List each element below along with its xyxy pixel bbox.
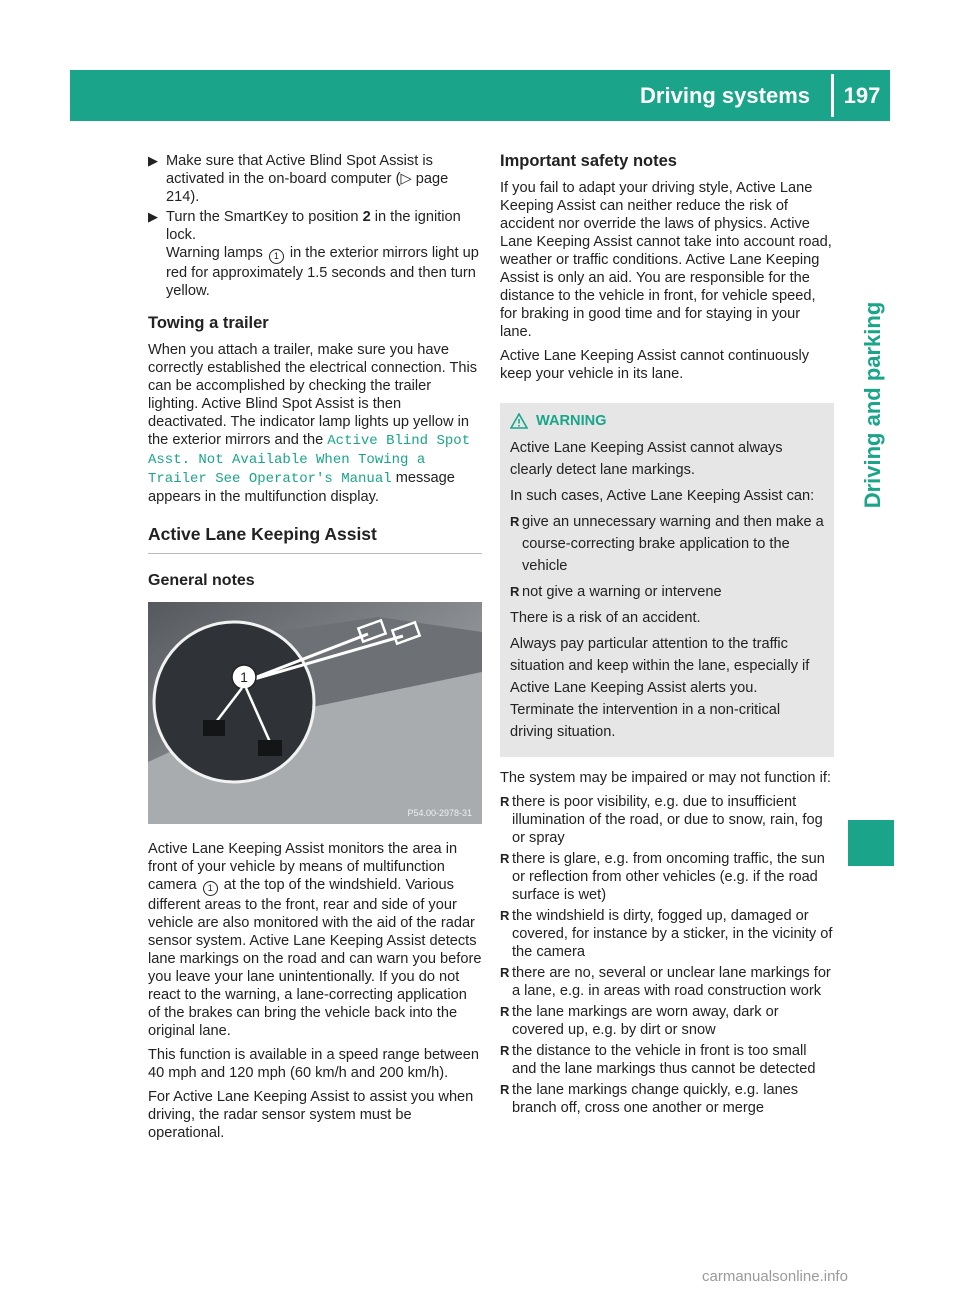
instruction-step: ▶ Turn the SmartKey to position 2 in the ignition lock. Warning lamps 1 in the exterior mirrors light up red for approximately 1.5 seconds and then turn yellow. xyxy=(148,209,479,299)
section-heading-lane-keeping: Active Lane Keeping Assist xyxy=(148,524,482,554)
chapter-title: Driving systems xyxy=(640,83,810,108)
watermark-footer: carmanualsonline.info xyxy=(702,1268,848,1285)
figure-code: P54.00-2978-31 xyxy=(407,808,472,818)
body-paragraph: This function is available in a speed range between 40 mph and 120 mph (60 km/h and 200 km/h). xyxy=(148,1047,480,1081)
body-paragraph: The system may be impaired or may not function if: xyxy=(500,770,831,786)
list-item: R the distance to the vehicle in front is too small and the lane markings thus cannot be detected xyxy=(500,1043,816,1077)
body-paragraph: Active Lane Keeping Assist monitors the area in front of your vehicle by means of multifunction camera 1 at the top of the windshield. Various different areas to the front, rear and side of your vehicle are also monitored with the aid of the radar sensor system. Active Lane Keeping Assist detects lane markings on the road and can warn you before you leave your lane unintentionally. If you do not react to the warning, a lane-correcting application of the brakes can bring the vehicle back into the original lane. xyxy=(148,841,482,1039)
warning-text: Always pay particular attention to the traffic situation and keep within the lane, especially if Active Lane Keeping Assist alerts you. Terminate the intervention in a non-critical driving situation. xyxy=(510,636,810,740)
warning-box xyxy=(500,403,834,757)
right-column xyxy=(500,152,834,1120)
warning-triangle-icon xyxy=(510,413,528,429)
list-item: R the lane markings are worn away, dark or covered up, e.g. by dirt or snow xyxy=(500,1004,779,1038)
figure-callout-1: 1 xyxy=(240,669,248,685)
page-ref-icon: ▷ xyxy=(400,171,412,187)
list-item: R there is poor visibility, e.g. due to insufficient illumination of the road, or due to snow, rain, fog or spray xyxy=(500,794,823,846)
page-number: 197 xyxy=(843,83,881,108)
marker-1-icon: 1 xyxy=(203,881,218,896)
side-marker xyxy=(848,820,894,866)
towing-paragraph: When you attach a trailer, make sure you have correctly established the electrical connection. This can be accomplished by checking the trailer lighting. Active Blind Spot Assist is then deactivated. The indicator lamp lights up yellow in the exterior mirrors and the Active Blind Spot Asst. Not Available When Towing a Trailer See Operator's Manual message appears in the multifunction display. xyxy=(148,342,478,505)
list-item: R the windshield is dirty, fogged up, damaged or covered, for instance by a sticker, in the vicinity of the camera xyxy=(500,908,833,960)
windshield-camera-figure xyxy=(148,602,482,824)
step-arrow-icon: ▶ xyxy=(148,153,158,168)
page-header xyxy=(70,70,890,121)
body-paragraph: For Active Lane Keeping Assist to assist you when driving, the radar sensor system must be operational. xyxy=(148,1089,474,1141)
warning-text: There is a risk of an accident. xyxy=(510,610,701,626)
list-item: R there are no, several or unclear lane markings for a lane, e.g. in areas with road construction work xyxy=(500,965,831,999)
list-item: R there is glare, e.g. from oncoming traffic, the sun or reflection from other vehicles (e.g. if the road surface is wet) xyxy=(500,851,825,903)
marker-1-icon: 1 xyxy=(269,249,284,264)
step-arrow-icon: ▶ xyxy=(148,209,158,224)
instruction-step: ▶ Make sure that Active Blind Spot Assist is activated in the on-board computer (▷ page 214). xyxy=(148,153,449,205)
warning-bullet: R give an unnecessary warning and then make a course-correcting brake application to the vehicle xyxy=(510,514,824,574)
list-item: R the lane markings change quickly, e.g. lanes branch off, cross one another or merge xyxy=(500,1082,799,1116)
side-section-tab: Driving and parking xyxy=(860,301,885,509)
display-message: Active Blind Spot Asst. Not Available When Towing a Trailer See Operator's Manual xyxy=(148,433,471,487)
section-heading-safety: Important safety notes xyxy=(500,152,677,170)
section-heading-towing: Towing a trailer xyxy=(148,314,269,332)
warning-title: WARNING xyxy=(510,413,825,429)
subheading-general-notes: General notes xyxy=(148,572,255,589)
warning-text: In such cases, Active Lane Keeping Assist can: xyxy=(510,488,815,504)
body-paragraph: If you fail to adapt your driving style, Active Lane Keeping Assist can neither reduce the risk of accident nor override the laws of physics. Active Lane Keeping Assist cannot take into account road, weather or traffic conditions. Active Lane Keeping Assist is only an aid. You are responsible for the distance to the vehicle in front, for vehicle speed, for braking in good time and for staying in your lane. xyxy=(500,180,832,340)
warning-text: Active Lane Keeping Assist cannot always clearly detect lane markings. xyxy=(510,440,783,478)
body-paragraph: Active Lane Keeping Assist cannot continuously keep your vehicle in its lane. xyxy=(500,348,810,382)
warning-bullet: R not give a warning or intervene xyxy=(510,584,722,600)
left-column xyxy=(148,152,482,1148)
